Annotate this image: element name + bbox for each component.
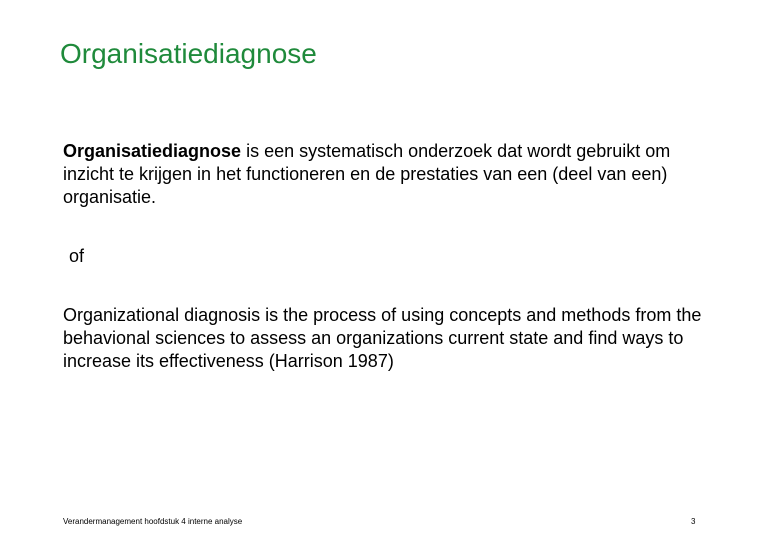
- definition-paragraph: [63, 140, 723, 209]
- separator-text: of: [69, 246, 85, 266]
- definition-term: Organisatiediagnose: [63, 141, 242, 161]
- footer-text: Verandermanagement hoofdstuk 4 interne analyse: [63, 517, 243, 526]
- page-number: 3: [691, 517, 696, 526]
- definition-text: is een systematisch onderzoek dat wordt gebruikt om inzicht te krijgen in het functioneren en de prestaties van een (deel van een) organisatie.: [63, 141, 671, 207]
- slide-title: Organisatiediagnose: [60, 38, 317, 69]
- english-definition-paragraph: Organizational diagnosis is the process of using concepts and methods from the behavional sciences to assess an organizations current state and find ways to increase its effectiveness (Harrison 1987): [63, 305, 702, 371]
